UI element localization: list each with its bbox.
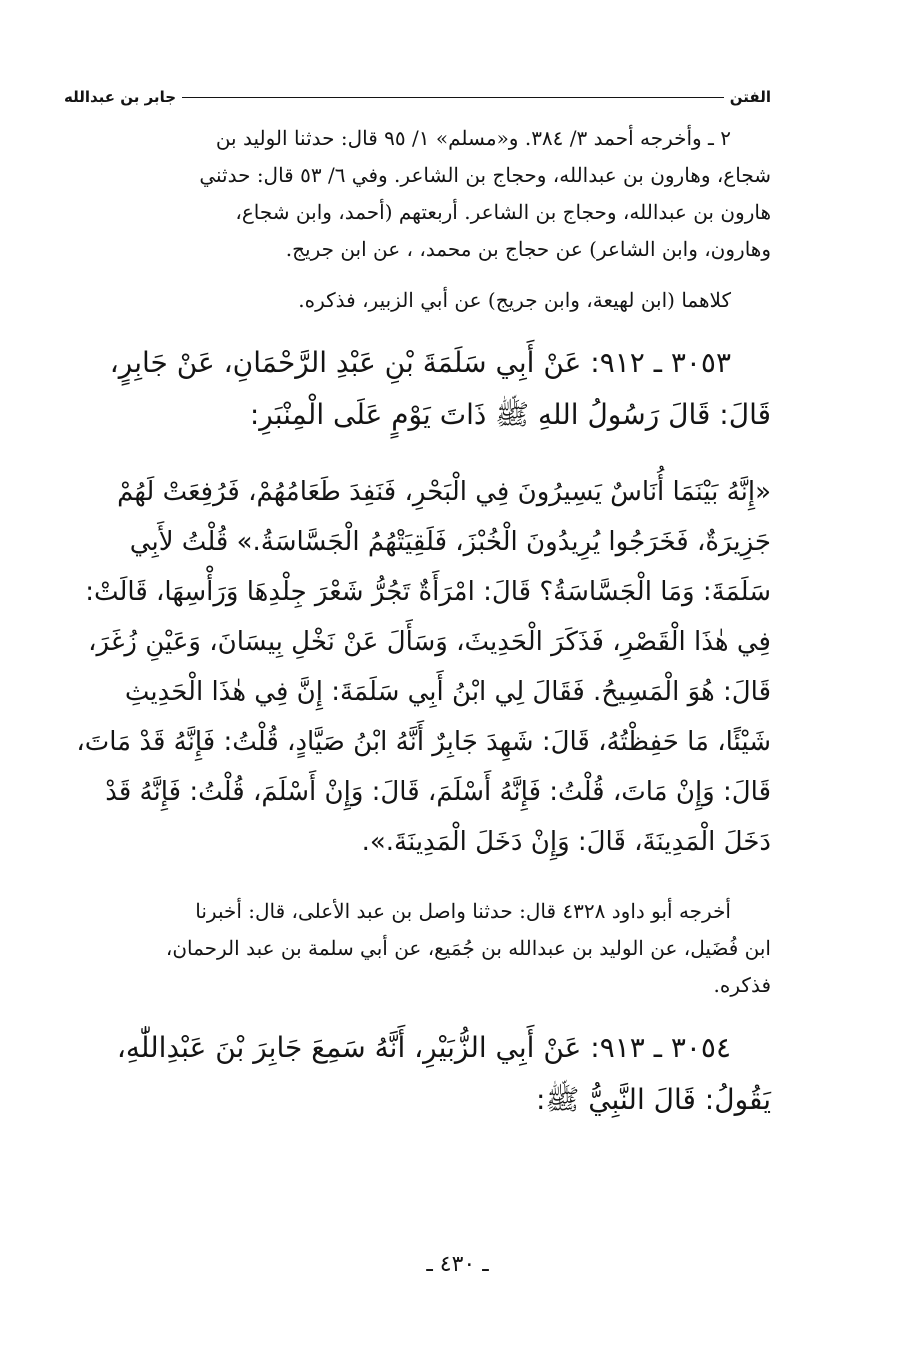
hadith-heading-line: ٣٠٥٣ ـ ٩١٢: عَنْ أَبِي سَلَمَةَ بْنِ عَبْدِ الرَّحْمَانِ، عَنْ جَابِرٍ، bbox=[109, 346, 731, 379]
hadith-text-line: قَالَ: وَإِنْ مَاتَ، قُلْتُ: فَإِنَّهُ أَسْلَمَ، قَالَ: وَإِنْ أَسْلَمَ، قُلْتُ: فَإِنَّهُ قَدْ bbox=[105, 777, 771, 807]
hadith-text-line: دَخَلَ الْمَدِينَةَ، قَالَ: وَإِنْ دَخَلَ الْمَدِينَةَ.». bbox=[361, 827, 771, 857]
hadith-3053-text bbox=[64, 467, 771, 867]
footnote-line: فذكره. bbox=[713, 973, 771, 997]
header-narrator: جابر بن عبدالله bbox=[64, 88, 177, 106]
header-section-title: الفتن bbox=[729, 88, 771, 106]
running-header bbox=[64, 84, 771, 110]
hadith-text-line: فِي هٰذَا الْقَصْرِ، فَذَكَرَ الْحَدِيثَ، وَسَأَلَ عَنْ نَخْلِ بِيسَانَ، وَعَيْنِ زُغَرَ، bbox=[88, 627, 771, 657]
hadith-3054-heading bbox=[64, 1022, 771, 1126]
hadith-heading-line: ٣٠٥٤ ـ ٩١٣: عَنْ أَبِي الزُّبَيْرِ، أَنَّهُ سَمِعَ جَابِرَ بْنَ عَبْدِاللّٰهِ، bbox=[116, 1031, 731, 1064]
hadith-3053-heading bbox=[64, 337, 771, 441]
hadith-text-line: جَزِيرَةٌ، فَخَرَجُوا يُرِيدُونَ الْخُبْزَ، فَلَقِيَتْهُمُ الْجَسَّاسَةُ.» قُلْتُ لأَبِي bbox=[129, 527, 771, 557]
footnote-2 bbox=[64, 120, 771, 268]
footnote-line: شجاع، وهارون بن عبدالله، وحجاج بن الشاعر. وفي ٦/ ٥٣ قال: حدثني bbox=[199, 163, 771, 187]
footnote-line: هارون بن عبدالله، وحجاج بن الشاعر. أربعتهم (أحمد، وابن شجاع، bbox=[235, 200, 771, 224]
hadith-heading-line: قَالَ: قَالَ رَسُولُ اللهِ ﷺ ذَاتَ يَوْمٍ عَلَى الْمِنْبَرِ: bbox=[249, 398, 771, 431]
footnote-both-narrators: كلاهما (ابن لهيعة، وابن جريج) عن أبي الزبير، فذكره. bbox=[298, 288, 731, 312]
footnote-line: ابن فُضَيل، عن الوليد بن عبدالله بن جُمَيع، عن أبي سلمة بن عبد الرحمان، bbox=[165, 936, 771, 960]
hadith-text-line: شَيْئًا، مَا حَفِظْتُهُ، قَالَ: شَهِدَ جَابِرٌ أَنَّهُ ابْنُ صَيَّادٍ، قُلْتُ: فَإِنَّهُ قَدْ مَاتَ، bbox=[76, 727, 771, 757]
hadith-text-line: قَالَ: هُوَ الْمَسِيحُ. فَقَالَ لِي ابْنُ أَبِي سَلَمَةَ: إِنَّ فِي هٰذَا الْحَدِيثِ bbox=[124, 677, 771, 707]
footnote-line: وهارون، وابن الشاعر) عن حجاج بن محمد، ، عن ابن جريج. bbox=[285, 237, 771, 261]
hadith-heading-line: يَقُولُ: قَالَ النَّبِيُّ ﷺ: bbox=[536, 1083, 771, 1116]
footnote-line: ٢ ـ وأخرجه أحمد ٣/ ٣٨٤. و«مسلم» ١/ ٩٥ قال: حدثنا الوليد بن bbox=[215, 126, 731, 150]
footnote-line: أخرجه أبو داود ٤٣٢٨ قال: حدثنا واصل بن عبد الأعلى، قال: أخبرنا bbox=[195, 899, 731, 923]
hadith-text-line: «إِنَّهُ بَيْنَمَا أُنَاسٌ يَسِيرُونَ فِي الْبَحْرِ، فَنَفِدَ طَعَامُهُمْ، فَرُفِعَتْ لَهُمْ bbox=[117, 477, 771, 507]
hadith-text-line: سَلَمَةَ: وَمَا الْجَسَّاسَةُ؟ قَالَ: امْرَأَةٌ تَجُرُّ شَعْرَ جِلْدِهَا وَرَأْسِهَا، قَالَتْ: bbox=[85, 577, 771, 607]
footnote-abu-dawud bbox=[64, 893, 771, 1004]
header-rule bbox=[182, 97, 724, 98]
page-number: ـ ٤٣٠ ـ bbox=[426, 1252, 489, 1277]
